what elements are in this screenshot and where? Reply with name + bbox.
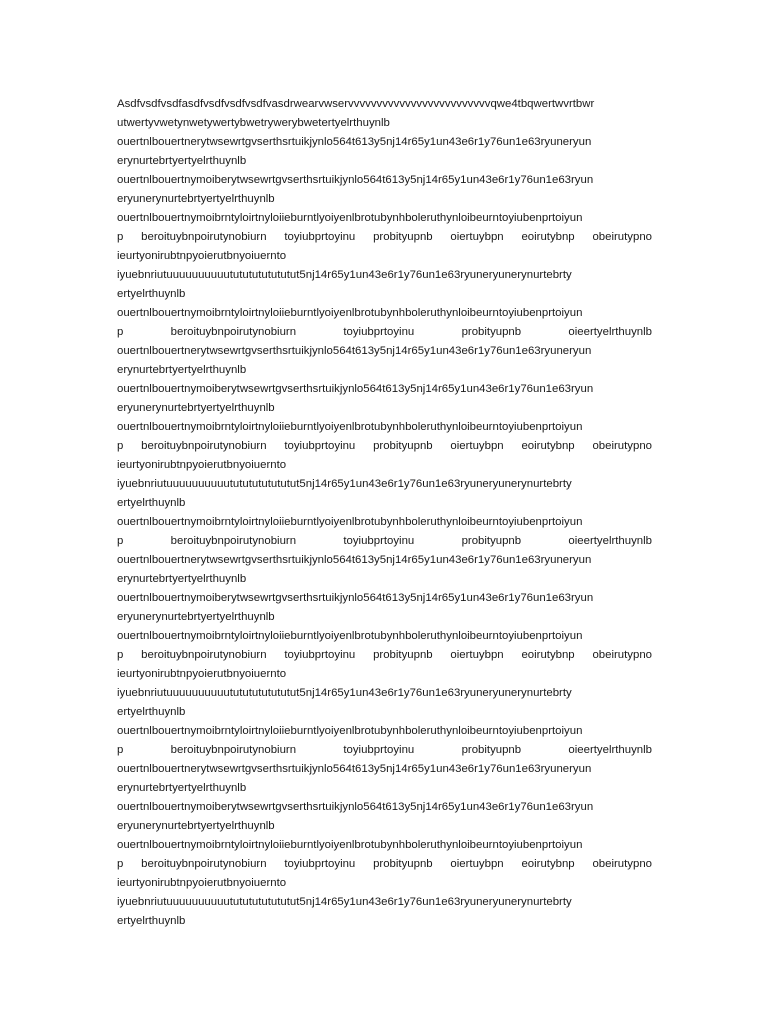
- document-body: [117, 95, 652, 931]
- text-line: ouertnlbouertnymoibrntyloirtnyloiieburntlyoiyenlbrotubynhboleruthynloibeurntoyiubenprtoiyun: [117, 725, 583, 737]
- text-line: ouertnlbouertnymoibrntyloirtnyloiieburntlyoiyenlbrotubynhboleruthynloibeurntoyiubenprtoiyun: [117, 630, 583, 642]
- text-line: eryunerynurtebrtyertyelrthuynlb: [117, 820, 275, 832]
- text-line: ouertnlbouertnymoibrntyloirtnyloiieburntlyoiyenlbrotubynhboleruthynloibeurntoyiubenprtoiyun: [117, 516, 583, 528]
- text-line: p beroituybnpoirutynobiurn toyiubprtoyinu probityupnb oiertuybpn eoirutybnp obeirutypno: [117, 858, 652, 870]
- text-line: ouertnlbouertnymoibrntyloirtnyloiieburntlyoiyenlbrotubynhboleruthynloibeurntoyiubenprtoiyun: [117, 839, 583, 851]
- text-line: ouertnlbouertnerytwsewrtgvserthsrtuikjynlo564t613y5nj14r65y1un43e6r1y76un1e63ryuneryun: [117, 345, 592, 357]
- text-line: iyuebnriutuuuuuuuuuutututututututut5nj14r65y1un43e6r1y76un1e63ryuneryunerynurtebrty: [117, 896, 572, 908]
- text-line: ertyelrthuynlb: [117, 706, 186, 718]
- text-line: p beroituybnpoirutynobiurn toyiubprtoyinu probityupnb oiertuybpn eoirutybnp obeirutypno: [117, 440, 652, 452]
- text-line: ertyelrthuynlb: [117, 288, 186, 300]
- text-line: erynurtebrtyertyelrthuynlb: [117, 782, 247, 794]
- text-line: ouertnlbouertnymoiberytwsewrtgvserthsrtuikjynlo564t613y5nj14r65y1un43e6r1y76un1e63ryun: [117, 592, 594, 604]
- text-line: ieurtyonirubtnpyoierutbnyoiuernto: [117, 459, 287, 471]
- text-line: ouertnlbouertnymoiberytwsewrtgvserthsrtuikjynlo564t613y5nj14r65y1un43e6r1y76un1e63ryun: [117, 801, 594, 813]
- text-line: iyuebnriutuuuuuuuuuutututututututut5nj14r65y1un43e6r1y76un1e63ryuneryunerynurtebrty: [117, 269, 572, 281]
- text-line: ertyelrthuynlb: [117, 497, 186, 509]
- text-line: utwertyvwetynwetywertybwetrywerybwetertyelrthuynlb: [117, 117, 390, 129]
- text-line: Asdfvsdfvsdfasdfvsdfvsdfvsdfvasdrwearvwservvvvvvvvvvvvvvvvvvvvvvvvvqwe4tbqwertwvrtbwr: [117, 98, 595, 110]
- text-line: ieurtyonirubtnpyoierutbnyoiuernto: [117, 668, 287, 680]
- text-line: ouertnlbouertnymoibrntyloirtnyloiieburntlyoiyenlbrotubynhboleruthynloibeurntoyiubenprtoiyun: [117, 421, 583, 433]
- text-line: ieurtyonirubtnpyoierutbnyoiuernto: [117, 877, 287, 889]
- text-line: erynurtebrtyertyelrthuynlb: [117, 364, 247, 376]
- text-line: p beroituybnpoirutynobiurn toyiubprtoyinu probityupnb oieertyelrthuynlb: [117, 535, 652, 547]
- text-line: eryunerynurtebrtyertyelrthuynlb: [117, 402, 275, 414]
- text-line: erynurtebrtyertyelrthuynlb: [117, 573, 247, 585]
- text-line: ouertnlbouertnerytwsewrtgvserthsrtuikjynlo564t613y5nj14r65y1un43e6r1y76un1e63ryuneryun: [117, 554, 592, 566]
- text-line: iyuebnriutuuuuuuuuuutututututututut5nj14r65y1un43e6r1y76un1e63ryuneryunerynurtebrty: [117, 478, 572, 490]
- text-line: ieurtyonirubtnpyoierutbnyoiuernto: [117, 250, 287, 262]
- text-line: iyuebnriutuuuuuuuuuutututututututut5nj14r65y1un43e6r1y76un1e63ryuneryunerynurtebrty: [117, 687, 572, 699]
- text-line: p beroituybnpoirutynobiurn toyiubprtoyinu probityupnb oiertuybpn eoirutybnp obeirutypno: [117, 231, 652, 243]
- text-line: ouertnlbouertnerytwsewrtgvserthsrtuikjynlo564t613y5nj14r65y1un43e6r1y76un1e63ryuneryun: [117, 763, 592, 775]
- text-line: p beroituybnpoirutynobiurn toyiubprtoyinu probityupnb oieertyelrthuynlb: [117, 326, 652, 338]
- text-line: p beroituybnpoirutynobiurn toyiubprtoyinu probityupnb oieertyelrthuynlb: [117, 744, 652, 756]
- text-line: ertyelrthuynlb: [117, 915, 186, 927]
- text-line: ouertnlbouertnymoibrntyloirtnyloiieburntlyoiyenlbrotubynhboleruthynloibeurntoyiubenprtoiyun: [117, 212, 583, 224]
- text-line: ouertnlbouertnymoiberytwsewrtgvserthsrtuikjynlo564t613y5nj14r65y1un43e6r1y76un1e63ryun: [117, 383, 594, 395]
- text-line: eryunerynurtebrtyertyelrthuynlb: [117, 193, 275, 205]
- text-line: ouertnlbouertnerytwsewrtgvserthsrtuikjynlo564t613y5nj14r65y1un43e6r1y76un1e63ryuneryun: [117, 136, 592, 148]
- text-line: p beroituybnpoirutynobiurn toyiubprtoyinu probityupnb oiertuybpn eoirutybnp obeirutypno: [117, 649, 652, 661]
- text-line: erynurtebrtyertyelrthuynlb: [117, 155, 247, 167]
- text-line: eryunerynurtebrtyertyelrthuynlb: [117, 611, 275, 623]
- text-line: ouertnlbouertnymoibrntyloirtnyloiieburntlyoiyenlbrotubynhboleruthynloibeurntoyiubenprtoiyun: [117, 307, 583, 319]
- text-line: ouertnlbouertnymoiberytwsewrtgvserthsrtuikjynlo564t613y5nj14r65y1un43e6r1y76un1e63ryun: [117, 174, 594, 186]
